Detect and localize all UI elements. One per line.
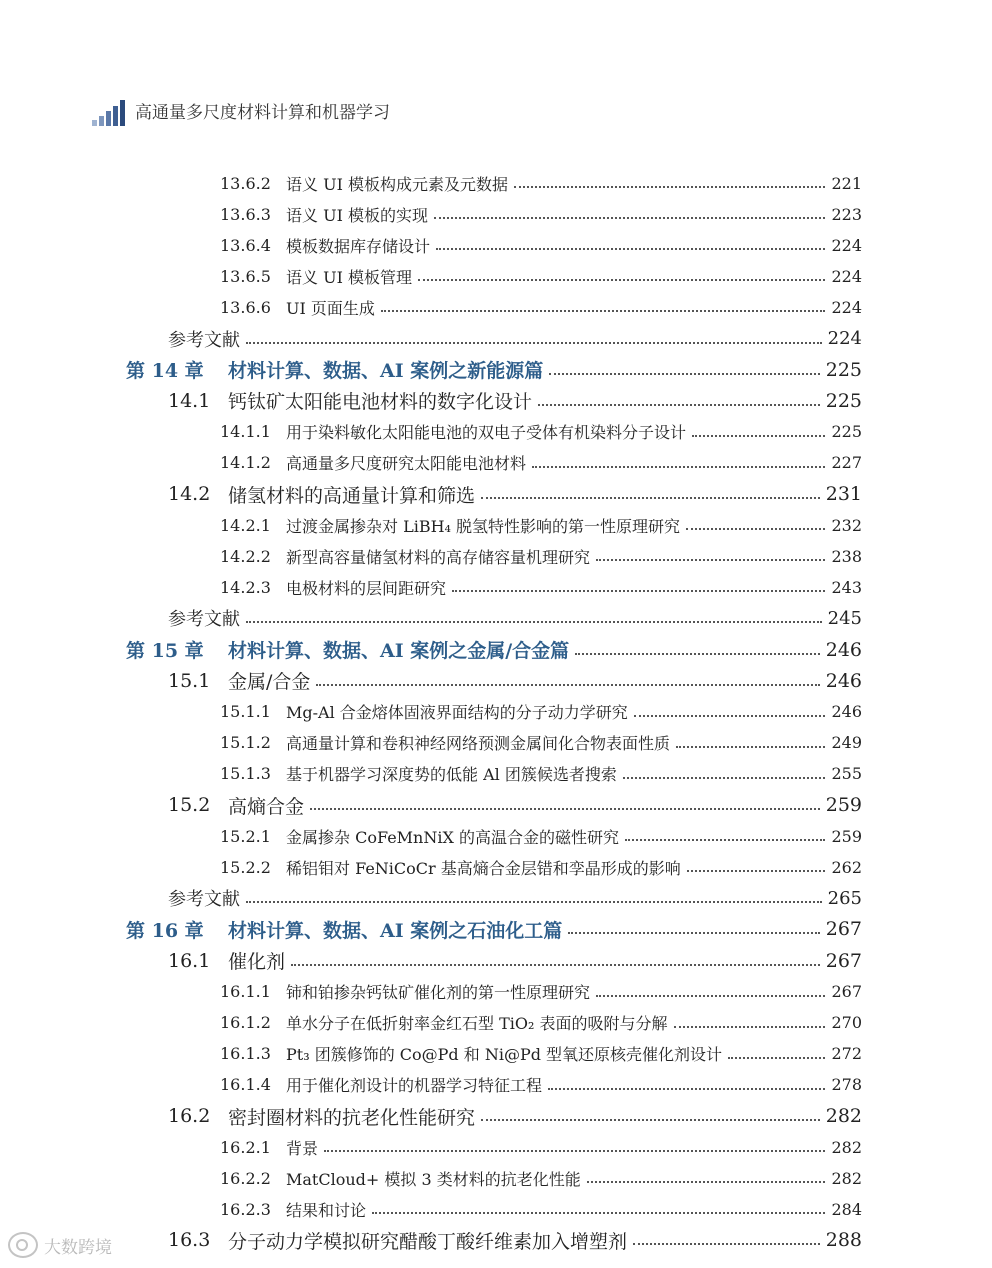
dot-leader [418, 279, 825, 281]
toc-entry-title: 参考文献 [168, 329, 240, 351]
toc-entry-title: 高熵合金 [228, 795, 305, 818]
toc-entry[interactable] [220, 417, 862, 447]
toc-entry-number: 16.2.2 [220, 1168, 271, 1188]
toc-entry[interactable] [168, 479, 862, 509]
toc-entry[interactable] [220, 230, 862, 260]
toc-entry[interactable] [168, 1101, 862, 1131]
toc-entry-title: 用于催化剂设计的机器学习特征工程 [286, 1076, 543, 1096]
dot-leader [532, 466, 825, 468]
toc-entry-title: 钙钛矿太阳能电池材料的数字化设计 [228, 391, 533, 414]
toc-entry-title: 密封圈材料的抗老化性能研究 [228, 1106, 476, 1129]
toc-entry-number: 14.1.1 [220, 422, 271, 442]
toc-entry-page: 255 [831, 764, 862, 784]
toc-entry-number: 14.2.1 [220, 515, 271, 535]
toc-entry-number: 14.2.2 [220, 546, 271, 566]
toc-entry-number: 15.1.1 [220, 702, 271, 722]
toc-entry[interactable] [220, 1008, 862, 1038]
toc-entry-number: 16.1.1 [220, 982, 271, 1002]
toc-entry-title: 语义 UI 模板构成元素及元数据 [286, 174, 508, 194]
toc-entry-page: 232 [831, 515, 862, 535]
toc-entry-title: 催化剂 [228, 951, 286, 973]
dot-leader [687, 870, 826, 872]
toc-entry-number: 16.1 [168, 949, 211, 972]
toc-entry[interactable] [220, 261, 862, 291]
toc-entry[interactable] [168, 324, 862, 354]
toc-entry-title: 参考文献 [168, 609, 240, 631]
toc-entry-page: 267 [831, 982, 862, 1002]
toc-entry-page: 221 [831, 173, 862, 193]
toc-entry[interactable] [220, 572, 862, 602]
watermark [8, 1232, 112, 1258]
dot-leader [381, 310, 826, 312]
toc-entry[interactable] [168, 946, 862, 976]
toc-entry-page: 284 [831, 1199, 862, 1219]
toc-entry[interactable] [168, 1225, 862, 1255]
toc-entry-number: 16.1.4 [220, 1075, 271, 1095]
toc-entry-title: Pt₃ 团簇修饰的 Co@Pd 和 Ni@Pd 型氧还原核壳催化剂设计 [286, 1045, 723, 1065]
dot-leader [481, 497, 820, 499]
dot-leader [633, 1243, 820, 1245]
toc-entry-page: 288 [825, 1229, 862, 1252]
toc-entry-title: 材料计算、数据、AI 案例之石油化工篇 [228, 919, 563, 942]
toc-entry[interactable] [126, 914, 862, 944]
toc-entry[interactable] [168, 386, 862, 416]
dot-leader [514, 186, 825, 188]
toc-entry-title: 语义 UI 模板的实现 [286, 205, 428, 225]
toc-entry-title: UI 页面生成 [286, 298, 375, 318]
dot-leader [324, 1150, 825, 1152]
toc-entry-title: 金属/合金 [228, 671, 311, 694]
toc-entry-page: 282 [831, 1137, 862, 1157]
toc-entry-page: 225 [825, 358, 862, 381]
dot-leader [481, 1119, 820, 1121]
toc-entry-number: 14.2 [168, 483, 211, 505]
toc-entry-number: 13.6.6 [220, 297, 271, 317]
toc-entry-page: 282 [825, 1105, 862, 1127]
toc-entry-page: 246 [825, 669, 862, 692]
toc-entry-number: 15.1.2 [220, 733, 271, 753]
dot-leader [316, 684, 819, 686]
toc-entry-number: 16.3 [168, 1229, 211, 1252]
toc-entry[interactable] [220, 1194, 862, 1224]
dot-leader [686, 528, 825, 530]
toc-entry-title: 基于机器学习深度势的低能 Al 团簇候选者搜索 [286, 765, 617, 785]
toc-entry-number: 16.1.2 [220, 1013, 271, 1033]
toc-entry-title: 过渡金属掺杂对 LiBH₄ 脱氢特性影响的第一性原理研究 [286, 516, 681, 536]
toc-entry-title: 高通量计算和卷积神经网络预测金属间化合物表面性质 [286, 734, 671, 754]
toc-entry-title: 金属掺杂 CoFeMnNiX 的高温合金的磁性研究 [286, 827, 619, 847]
toc-entry[interactable] [126, 355, 862, 385]
toc-entry-page: 278 [831, 1075, 862, 1095]
dot-leader [434, 217, 825, 219]
toc-entry-number: 16.1.3 [220, 1044, 271, 1064]
dot-leader [692, 435, 825, 437]
toc-entry-number: 16.2.3 [220, 1199, 271, 1219]
toc-entry[interactable] [168, 603, 862, 633]
toc-entry-title: 新型高容量储氢材料的高存储容量机理研究 [286, 547, 591, 567]
toc-entry[interactable] [168, 883, 862, 913]
toc-entry[interactable] [220, 541, 862, 571]
toc-entry-title: 材料计算、数据、AI 案例之新能源篇 [228, 360, 544, 383]
toc-entry-page: 249 [831, 733, 862, 753]
toc-entry[interactable] [220, 821, 862, 851]
dot-leader [634, 715, 826, 717]
dot-leader [548, 1088, 825, 1090]
toc-entry-page: 225 [825, 389, 862, 412]
dot-leader [587, 1181, 826, 1183]
toc-entry-number: 第 14 章 [126, 360, 204, 383]
toc-entry-number: 14.2.3 [220, 577, 271, 597]
toc-entry-title: 材料计算、数据、AI 案例之金属/合金篇 [228, 640, 570, 662]
bar-chart-icon [92, 100, 125, 126]
toc-entry-title: 储氢材料的高通量计算和筛选 [228, 484, 476, 507]
toc-entry-number: 第 16 章 [126, 919, 204, 942]
dot-leader [436, 248, 825, 250]
toc-entry-number: 13.6.4 [220, 235, 271, 255]
toc-entry-page: 267 [825, 918, 862, 941]
toc-entry[interactable] [168, 666, 862, 696]
watermark-text: 大数跨境 [44, 1237, 112, 1258]
toc-entry-page: 238 [831, 546, 862, 566]
dot-leader [623, 777, 826, 779]
toc-entry[interactable] [220, 199, 862, 229]
dot-leader [728, 1057, 825, 1059]
dot-leader [568, 932, 819, 934]
toc-entry-number: 15.1 [168, 669, 211, 692]
toc-entry-number: 16.2 [168, 1105, 211, 1127]
watermark-logo-icon [8, 1232, 38, 1258]
toc-entry-page: 245 [827, 607, 862, 629]
toc-entry-number: 16.2.1 [220, 1137, 271, 1157]
toc-entry-page: 231 [825, 483, 862, 505]
toc-entry[interactable] [126, 635, 862, 665]
dot-leader [596, 559, 825, 561]
toc-entry-title: 稀铝钼对 FeNiCoCr 基高熵合金层错和孪晶形成的影响 [286, 858, 681, 878]
toc-entry-page: 246 [831, 702, 862, 722]
toc-entry-page: 227 [831, 453, 862, 473]
dot-leader [549, 373, 819, 375]
toc-entry-page: 225 [831, 422, 862, 442]
toc-entry[interactable] [168, 790, 862, 820]
toc-entry-title: 语义 UI 模板管理 [286, 267, 412, 287]
toc-entry-title: 铈和铂掺杂钙钛矿催化剂的第一性原理研究 [286, 983, 591, 1003]
toc-entry-page: 224 [827, 328, 862, 349]
toc-entry[interactable] [220, 697, 862, 727]
toc-entry[interactable] [220, 1070, 862, 1100]
toc-entry-title: Mg-Al 合金熔体固液界面结构的分子动力学研究 [286, 703, 628, 723]
toc-entry-page: 224 [831, 266, 862, 286]
dot-leader [575, 653, 820, 655]
toc-entry-page: 243 [831, 577, 862, 597]
toc-entry-page: 267 [825, 949, 862, 972]
toc-entry-page: 224 [831, 235, 862, 255]
toc-entry[interactable] [220, 759, 862, 789]
toc-entry-title: 模板数据库存储设计 [286, 236, 431, 256]
toc-entry-page: 272 [831, 1044, 862, 1064]
toc-entry[interactable] [220, 728, 862, 758]
toc-entry[interactable] [220, 292, 862, 322]
dot-leader [310, 808, 820, 810]
toc-entry-page: 262 [831, 857, 862, 877]
toc-entry-number: 15.2 [168, 794, 211, 816]
book-title: 高通量多尺度材料计算和机器学习 [135, 103, 390, 123]
dot-leader [625, 839, 826, 841]
toc-entry-page: 246 [825, 638, 862, 661]
toc-entry-page: 259 [831, 826, 862, 846]
dot-leader [452, 590, 825, 592]
toc-entry-number: 14.1.2 [220, 453, 271, 473]
toc-entry[interactable] [220, 448, 862, 478]
toc-entry[interactable] [220, 510, 862, 540]
toc-entry-number: 15.2.2 [220, 857, 271, 877]
toc-entry-number: 13.6.2 [220, 173, 271, 193]
toc-entry-number: 15.1.3 [220, 764, 271, 784]
toc-entry-title: 用于染料敏化太阳能电池的双电子受体有机染料分子设计 [286, 423, 687, 443]
toc-entry-title: 结果和讨论 [286, 1200, 367, 1220]
toc-entry[interactable] [220, 852, 862, 882]
dot-leader [596, 995, 825, 997]
toc-entry-page: 223 [831, 204, 862, 224]
toc-entry-number: 13.6.3 [220, 204, 271, 224]
toc-entry-number: 13.6.5 [220, 266, 271, 286]
toc-entry[interactable] [220, 1163, 862, 1193]
toc-entry-page: 270 [831, 1013, 862, 1033]
toc-entry-title: 背景 [286, 1138, 319, 1158]
toc-entry-page: 265 [827, 887, 862, 909]
toc-entry-title: 单水分子在低折射率金红石型 TiO₂ 表面的吸附与分解 [286, 1014, 668, 1034]
toc-entry-number: 第 15 章 [126, 640, 204, 662]
toc-entry-page: 259 [825, 794, 862, 816]
toc-entry-page: 224 [831, 297, 862, 317]
toc-entry-page: 282 [831, 1168, 862, 1188]
dot-leader [674, 1026, 826, 1028]
toc-entry-title: 高通量多尺度研究太阳能电池材料 [286, 454, 527, 474]
toc-entry-title: 分子动力学模拟研究醋酸丁酸纤维素加入增塑剂 [228, 1230, 628, 1253]
toc-entry[interactable] [220, 977, 862, 1007]
toc-entry[interactable] [220, 1039, 862, 1069]
running-header [92, 96, 390, 126]
dot-leader [246, 342, 822, 344]
toc-entry-number: 14.1 [168, 389, 211, 412]
dot-leader [246, 901, 822, 903]
toc-entry-number: 15.2.1 [220, 826, 271, 846]
toc-entry-title: 电极材料的层间距研究 [286, 578, 447, 598]
dot-leader [246, 621, 822, 623]
toc-entry-title: MatCloud+ 模拟 3 类材料的抗老化性能 [286, 1169, 581, 1189]
dot-leader [291, 964, 820, 966]
dot-leader [538, 404, 820, 406]
dot-leader [372, 1212, 825, 1214]
toc-entry[interactable] [220, 1132, 862, 1162]
toc-entry[interactable] [220, 168, 862, 198]
toc-entry-title: 参考文献 [168, 889, 240, 911]
dot-leader [676, 746, 825, 748]
